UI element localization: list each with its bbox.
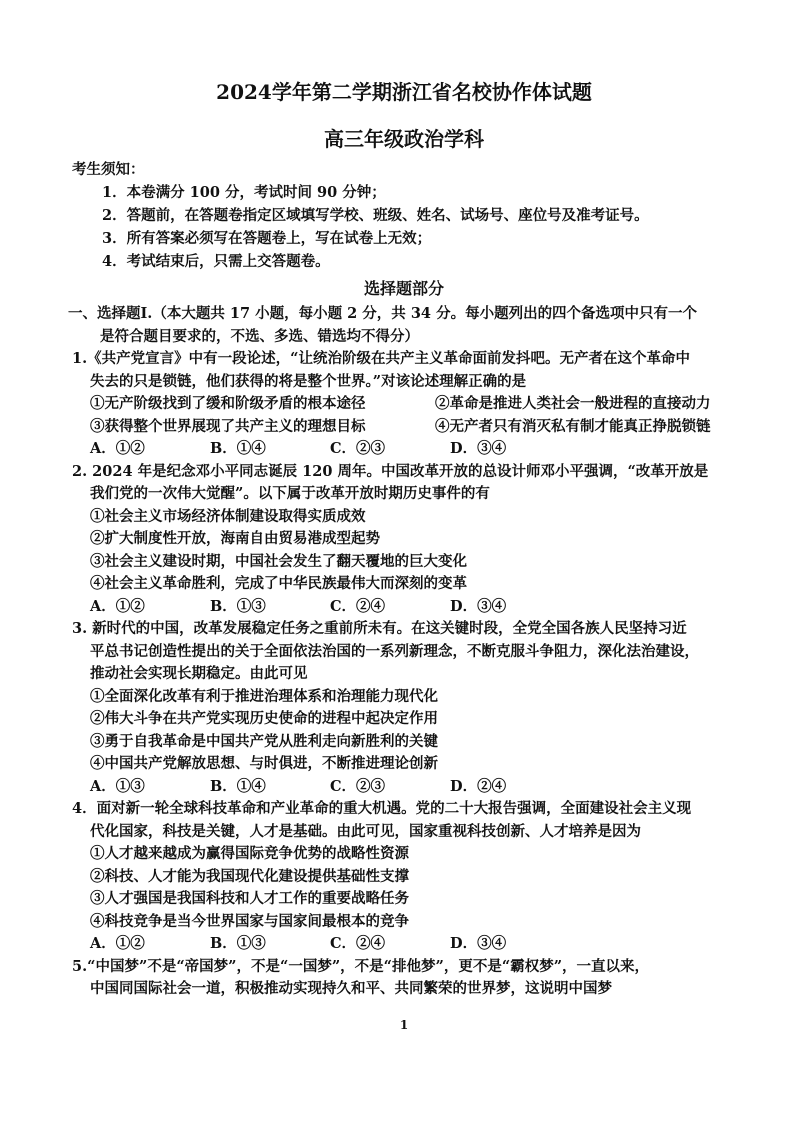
answer-choice: D．③④ — [450, 935, 507, 952]
section-title: 选择题部分 — [363, 279, 444, 298]
answer-choice: B．①③ — [210, 935, 266, 952]
question-stem-cont: 代化国家，科技是关键，人才是基础。由此可见，国家重视科技创新、人才培养是因为 — [90, 822, 641, 840]
answer-choices — [72, 438, 724, 461]
option-item: ①全面深化改革有利于推进治理体系和治理能力现代化 — [90, 687, 438, 705]
option-item: ③人才强国是我国科技和人才工作的重要战略任务 — [90, 890, 409, 907]
answer-choice: C．②③ — [330, 440, 386, 457]
notice-list — [72, 181, 724, 273]
part-heading — [68, 303, 724, 348]
question-stem: 1.《共产党宣言》中有一段论述，“让统治阶级在共产主义革命面前发抖吧。无产者在这个革命中 — [72, 350, 690, 367]
question-stem: 3. 新时代的中国，改革发展稳定任务之重前所未有。在这关键时段，全党全国各族人民坚持习近 — [72, 620, 687, 637]
option-item: ②扩大制度性开放，海南自由贸易港成型起势 — [90, 530, 380, 547]
question-stem-cont: 我们党的一次伟大觉醒”。以下属于改革开放时期历史事件的有 — [90, 485, 490, 502]
notice-heading: 考生须知： — [72, 161, 145, 178]
option-item: ④社会主义革命胜利，完成了中华民族最伟大而深刻的变革 — [90, 575, 467, 592]
option-row — [72, 393, 724, 416]
option-item: ①人才越来越成为赢得国际竞争优势的战略性资源 — [90, 845, 409, 862]
part-heading-line1: 一、选择题Ⅰ.（本大题共 17 小题，每小题 2 分，共 34 分。每小题列出的四个备选项中只有一个 — [68, 305, 698, 322]
answer-choice: B．①③ — [210, 597, 266, 615]
question-stem-cont: 失去的只是锁链，他们获得的将是整个世界。”对该论述理解正确的是 — [90, 372, 527, 390]
notice-item: 4．考试结束后，只需上交答题卷。 — [102, 253, 330, 270]
question-stem: 5.“中国梦”不是“帝国梦”，不是“一国梦”，不是“排他梦”，更不是“霸权梦”，一直以来， — [72, 957, 650, 975]
answer-choice: D．③④ — [450, 597, 507, 615]
option-row — [72, 416, 724, 439]
subject-title: 高三年级政治学科 — [324, 127, 484, 151]
answer-choice: C．②③ — [330, 777, 386, 795]
answer-choice: C．②④ — [330, 935, 386, 952]
answer-choice: D．②④ — [450, 777, 507, 795]
notice-item: 1．本卷满分 100 分，考试时间 90 分钟； — [102, 184, 386, 201]
answer-choice: A．①② — [90, 935, 145, 952]
answer-choices — [72, 776, 724, 799]
option-item: ④科技竞争是当今世界国家与国家间最根本的竞争 — [90, 912, 409, 930]
option-item: ①无产阶级找到了缓和阶级矛盾的根本途径 — [90, 395, 366, 412]
question-stem-cont: 推动社会实现长期稳定。由此可见 — [90, 665, 308, 682]
question-stem-cont: 平总书记创造性提出的关于全面依法治国的一系列新理念，不断克服斗争阻力，深化法治建设， — [90, 642, 699, 660]
question-stem: 4．面对新一轮全球科技革命和产业革命的重大机遇。党的二十大报告强调，全面建设社会主义现 — [72, 800, 692, 817]
part-heading-line2: 是符合题目要求的，不选、多选、错选均不得分） — [100, 327, 419, 345]
question-5 — [72, 956, 724, 1001]
page-number: 1 — [399, 1018, 409, 1032]
question-stem: 2. 2024 年是纪念邓小平同志诞辰 120 周年。中国改革开放的总设计师邓小平强调，“改革开放是 — [72, 462, 709, 480]
option-item: ②革命是推进人类社会一般进程的直接动力 — [435, 395, 711, 412]
question-3 — [72, 618, 724, 798]
notice-item: 2．答题前，在答题卷指定区域填写学校、班级、姓名、试场号、座位号及准考证号。 — [102, 207, 649, 224]
answer-choices — [72, 933, 724, 956]
answer-choice: D．③④ — [450, 440, 507, 457]
option-item: ④无产者只有消灭私有制才能真正挣脱锁链 — [435, 417, 711, 435]
answer-choice: A．①② — [90, 597, 145, 615]
option-item: ①社会主义市场经济体制建设取得实质成效 — [90, 507, 366, 525]
answer-choices — [72, 596, 724, 619]
answer-choice: B．①④ — [210, 440, 266, 457]
option-item: ③勇于自我革命是中国共产党从胜利走向新胜利的关键 — [90, 732, 438, 750]
answer-choice: A．①③ — [90, 777, 145, 795]
question-1 — [72, 348, 724, 461]
notice-item: 3．所有答案必须写在答题卷上，写在试卷上无效； — [102, 230, 432, 247]
question-2 — [72, 461, 724, 619]
question-4 — [72, 798, 724, 956]
question-stem-cont: 中国同国际社会一道，积极推动实现持久和平、共同繁荣的世界梦，这说明中国梦 — [90, 980, 612, 997]
exam-title: 2024学年第二学期浙江省名校协作体试题 — [216, 80, 592, 104]
option-item: ③获得整个世界展现了共产主义的理想目标 — [90, 417, 366, 435]
answer-choice: A．①② — [90, 440, 145, 457]
option-item: ②伟大斗争在共产党实现历史使命的进程中起决定作用 — [90, 710, 438, 727]
answer-choice: B．①④ — [210, 777, 266, 795]
option-item: ④中国共产党解放思想、与时俱进，不断推进理论创新 — [90, 755, 438, 772]
option-item: ③社会主义建设时期，中国社会发生了翻天覆地的巨大变化 — [90, 552, 467, 570]
answer-choice: C．②④ — [330, 597, 386, 615]
option-item: ②科技、人才能为我国现代化建设提供基础性支撑 — [90, 867, 409, 885]
